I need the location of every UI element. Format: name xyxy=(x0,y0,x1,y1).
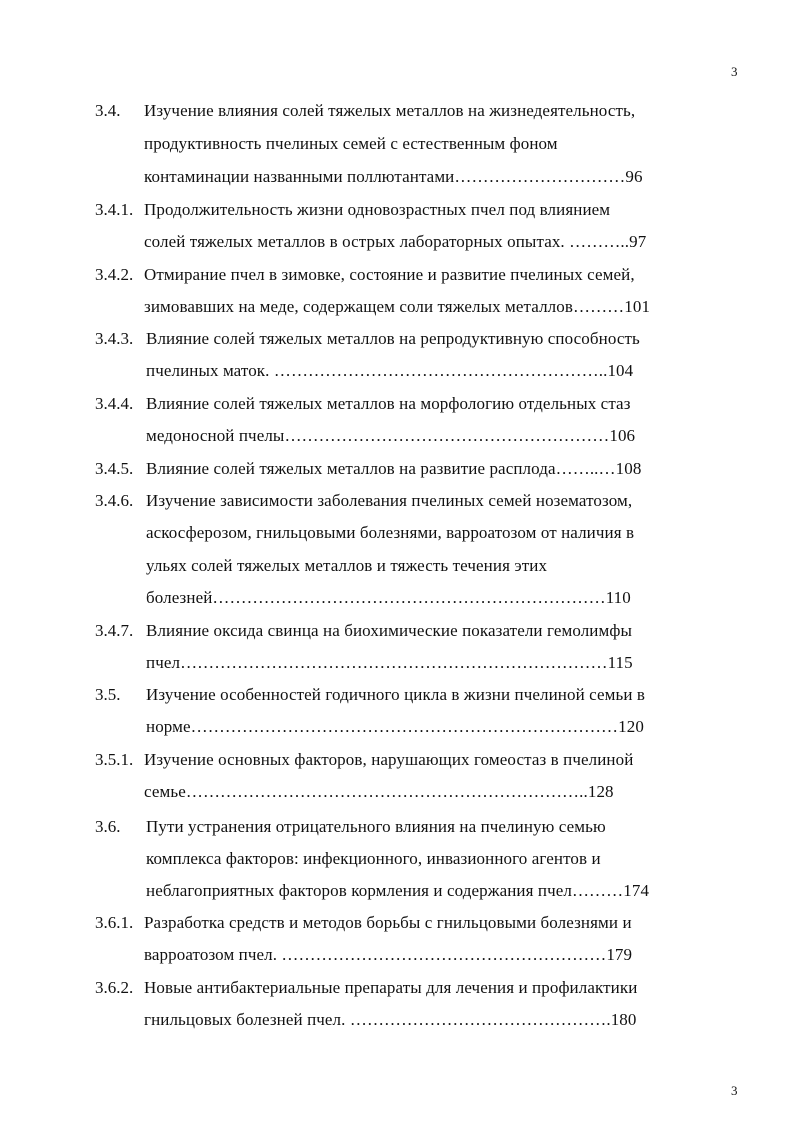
toc-entry-line: Изучение зависимости заболевания пчелиных семей нозематозом, xyxy=(146,491,633,510)
toc-entry-line: солей тяжелых металлов в острых лабораторных опытах. ………..97 xyxy=(144,232,647,251)
toc-entry-number: 3.6.2. xyxy=(95,978,134,997)
toc-entry-line: Пути устранения отрицательного влияния на пчелиную семью xyxy=(146,817,606,836)
toc-entry-number: 3.6.1. xyxy=(95,913,134,932)
toc-entry-line: Изучение особенностей годичного цикла в жизни пчелиной семьи в xyxy=(146,685,646,704)
toc-entry-number: 3.4.2. xyxy=(95,265,134,284)
toc-entry-line: продуктивность пчелиных семей с естественным фоном xyxy=(144,134,558,153)
toc-entry-number: 3.4.1. xyxy=(95,200,134,219)
toc-entry-line: медоносной пчелы…………………………………………………106 xyxy=(146,426,636,445)
toc-entry-line: Новые антибактериальные препараты для лечения и профилактики xyxy=(144,978,638,997)
toc-entry-line: ульях солей тяжелых металлов и тяжесть течения этих xyxy=(146,556,548,575)
toc-entry-number: 3.4.3. xyxy=(95,329,134,348)
toc-entry-number: 3.4.4. xyxy=(95,394,134,413)
toc-entry-number: 3.4. xyxy=(95,101,121,120)
toc-entry-line: контаминации названными поллютантами…………………………96 xyxy=(144,167,643,186)
page-number-top: 3 xyxy=(731,64,738,79)
toc-entry-line: комплекса факторов: инфекционного, инвазионного агентов и xyxy=(146,849,601,868)
toc-entry-number: 3.4.5. xyxy=(95,459,134,478)
toc-entry-line: аскосферозом, гнильцовыми болезнями, варроатозом от наличия в xyxy=(146,523,635,542)
toc-entry-line: пчелиных маток. …………………………………………………..104 xyxy=(146,361,634,380)
toc-entry-line: болезней……………………………………………………………110 xyxy=(146,588,631,607)
toc-entry-line: семье……………………………………………………………..128 xyxy=(144,782,614,801)
toc-entry-line: Влияние оксида свинца на биохимические показатели гемолимфы xyxy=(146,621,632,640)
toc-entry-line: зимовавших на меде, содержащем соли тяжелых металлов………101 xyxy=(144,297,651,316)
toc-entry-line: Изучение влияния солей тяжелых металлов на жизнедеятельность, xyxy=(144,101,636,120)
page-number-bottom: 3 xyxy=(731,1083,738,1098)
toc-entry-line: Разработка средств и методов борьбы с гнильцовыми болезнями и xyxy=(144,913,632,932)
toc-entry-line: Влияние солей тяжелых металлов на морфологию отдельных стаз xyxy=(146,394,631,413)
toc-entry-line: Продолжительность жизни одновозрастных пчел под влиянием xyxy=(144,200,611,219)
toc-entry-number: 3.5.1. xyxy=(95,750,134,769)
toc-entry-line: норме…………………………………………………………………120 xyxy=(146,717,644,736)
toc-entry-line: Влияние солей тяжелых металлов на развитие расплода……..…108 xyxy=(146,459,642,478)
toc-entry-line: варроатозом пчел. …………………………………………………179 xyxy=(144,945,633,964)
toc-entry-line: Отмирание пчел в зимовке, состояние и развитие пчелиных семей, xyxy=(144,265,635,284)
toc-entry-number: 3.5. xyxy=(95,685,121,704)
toc-entry-number: 3.4.6. xyxy=(95,491,134,510)
toc-entry-line: Влияние солей тяжелых металлов на репродуктивную способность xyxy=(146,329,640,348)
toc-entry-line: Изучение основных факторов, нарушающих гомеостаз в пчелиной xyxy=(144,750,634,769)
toc-entry-number: 3.4.7. xyxy=(95,621,134,640)
toc-entry-number: 3.6. xyxy=(95,817,121,836)
toc-entry-line: гнильцовых болезней пчел. ……………………………………….180 xyxy=(144,1010,637,1029)
toc-entry-line: пчел…………………………………………………………………115 xyxy=(146,653,633,672)
toc-entry-line: неблагоприятных факторов кормления и содержания пчел………174 xyxy=(146,881,650,900)
